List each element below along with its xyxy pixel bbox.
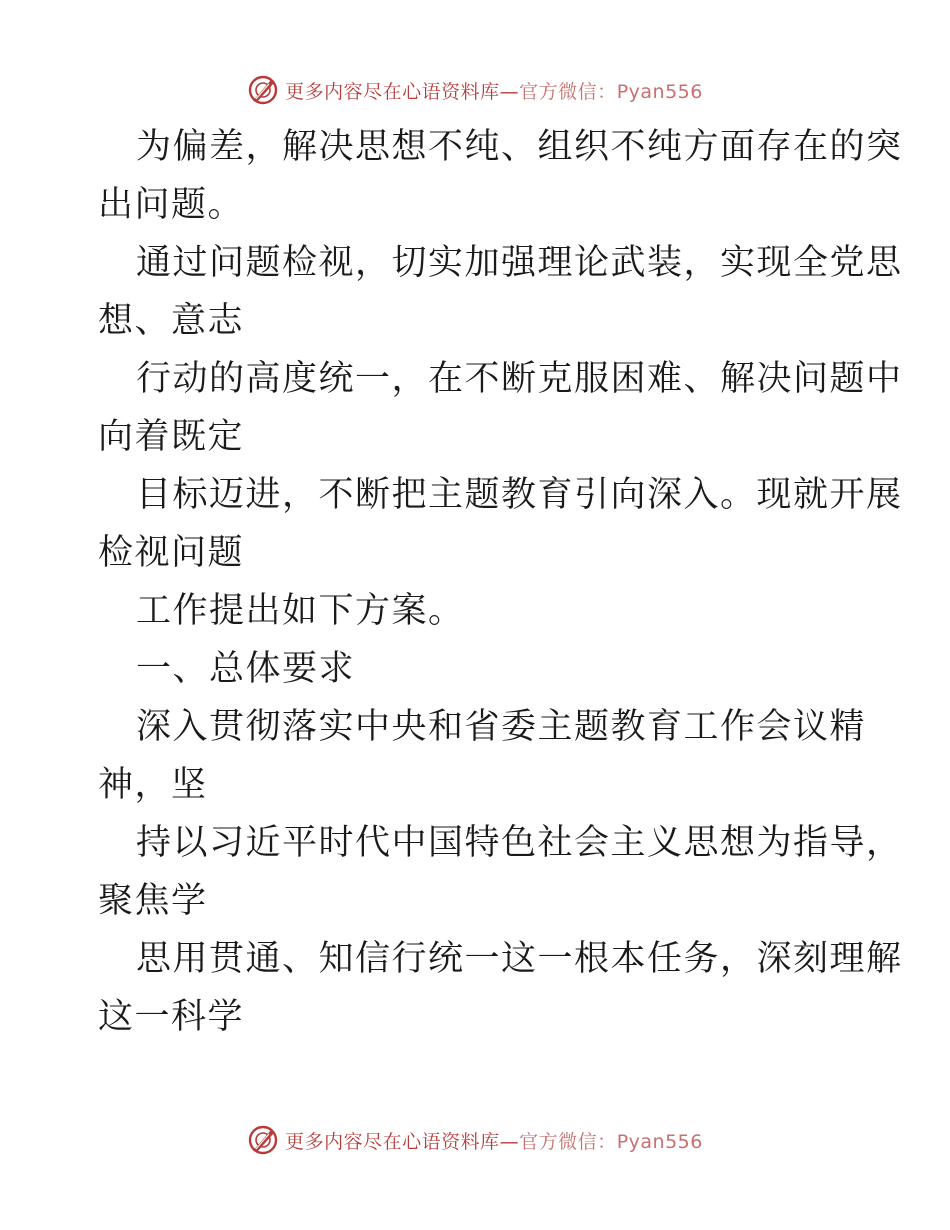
document-body (98, 118, 903, 1046)
header-account: Pyan556 (616, 80, 703, 103)
text-line-5: 行动的高度统一，在不断克服困难、解决问题中 (136, 359, 903, 399)
text-line-3: 通过问题检视，切实加强理论武装，实现全党思 (136, 243, 903, 283)
text-line-4: 想、意志 (98, 301, 245, 341)
text-line-16: 这一科学 (98, 997, 245, 1037)
text-line-2: 出问题。 (98, 185, 245, 225)
text-line-12: 神，坚 (98, 765, 208, 805)
header-dash: — (499, 80, 520, 103)
text-line-15: 思用贯通、知信行统一这一根本任务，深刻理解 (136, 939, 903, 979)
text-line-9: 工作提出如下方案。 (136, 591, 465, 631)
text-line-13: 持以习近平时代中国特色社会主义思想为指导， (136, 823, 903, 863)
header-watermark-banner (0, 72, 950, 108)
quill-logo-icon (247, 1124, 279, 1156)
quill-logo-icon (247, 74, 279, 106)
header-site-name: 更多内容尽在心语资料库 (285, 80, 500, 103)
text-line-6: 向着既定 (98, 417, 245, 457)
footer-watermark-banner (0, 1122, 950, 1158)
footer-watermark (247, 1124, 703, 1156)
text-line-1: 为偏差，解决思想不纯、组织不纯方面存在的突 (136, 127, 903, 167)
text-line-7: 目标迈进，不断把主题教育引向深入。现就开展 (136, 475, 903, 515)
footer-wechat-label: 官方微信： (519, 1130, 617, 1153)
footer-site-name: 更多内容尽在心语资料库 (285, 1130, 500, 1153)
header-watermark (247, 74, 703, 106)
section-heading: 一、总体要求 (136, 649, 356, 689)
footer-dash: — (499, 1130, 520, 1153)
footer-account: Pyan556 (616, 1130, 703, 1153)
header-wechat-label: 官方微信： (519, 80, 617, 103)
text-line-8: 检视问题 (98, 533, 245, 573)
text-line-11: 深入贯彻落实中央和省委主题教育工作会议精 (136, 707, 867, 747)
text-line-14: 聚焦学 (98, 881, 208, 921)
